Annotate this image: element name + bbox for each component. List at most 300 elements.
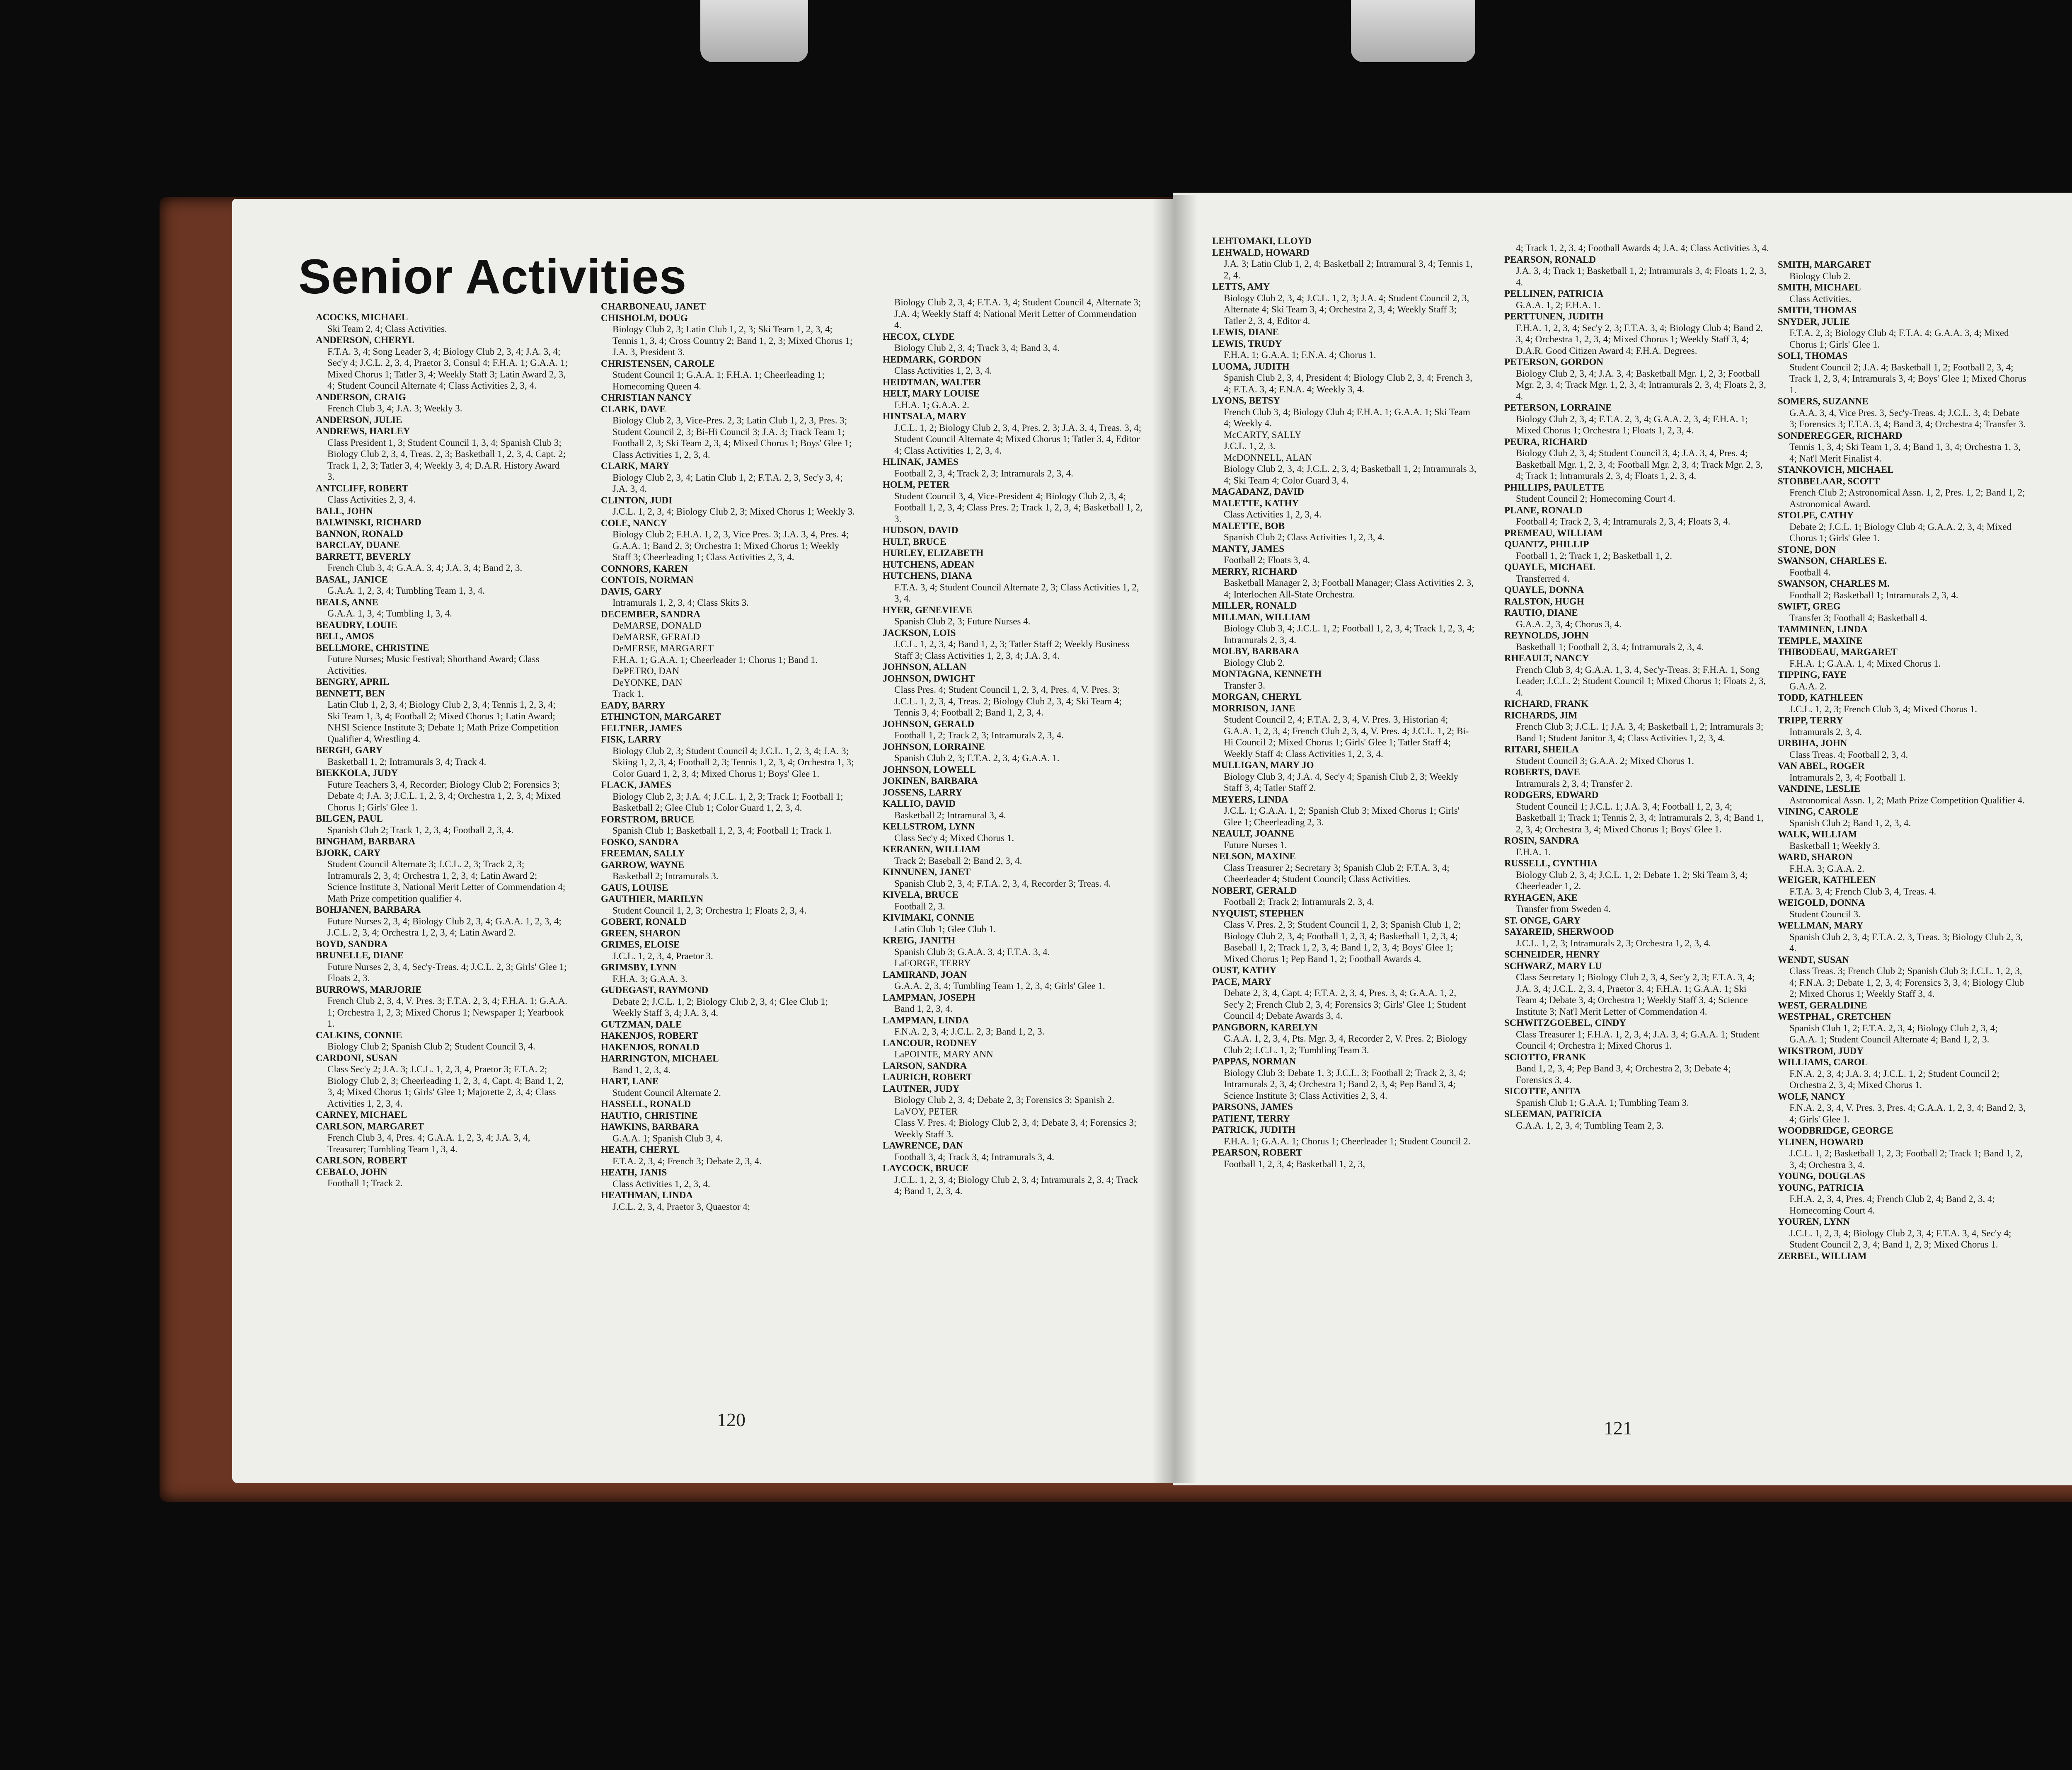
activity-line: WEST, GERALDINE (1778, 1000, 1867, 1011)
activity-line: Spanish Club 2, 3; F.T.A. 2, 3, 4; G.A.A. 1. (894, 753, 1060, 763)
activity-line: G.A.A. 2, 3, 4; Tumbling Team 1, 2, 3, 4; Girls' Glee 1. (894, 981, 1105, 991)
activity-line: Student Council 1, 2, 3; Orchestra 1; Floats 2, 3, 4. (612, 905, 807, 916)
activity-line: Spanish Club 2, 3, 4; F.T.A. 2, 3, 4, Recorder 3; Treas. 4. (894, 878, 1111, 889)
activity-line: Class V. Pres. 4; Biology Club 2, 3, 4; Debate 3, 4; Forensics 3; Weekly Staff 3. (894, 1117, 1137, 1139)
activity-line: JOHNSON, GERALD (883, 718, 975, 729)
activity-line: Football 1, 2; Track 2, 3; Intramurals 2, 3, 4. (894, 730, 1064, 740)
activity-line: MORRISON, JANE (1212, 703, 1295, 713)
activity-line: J.C.L. 1, 2, 3. (1224, 441, 1276, 451)
activity-line: Transferred 4. (1516, 573, 1570, 584)
activity-line: HEATH, JANIS (601, 1167, 667, 1178)
activity-line: Spanish Club 2, 3; Future Nurses 4. (894, 616, 1031, 626)
activity-line: G.A.A. 1, 2, 3, 4; Tumbling Team 1, 3, 4. (327, 585, 485, 596)
book-gutter (1152, 195, 1198, 1483)
activity-line: HAWKINS, BARBARA (601, 1122, 699, 1132)
activity-line: ETHINGTON, MARGARET (601, 711, 721, 722)
activity-line: Biology Club 3, 4; J.A. 4, Sec'y 4; Spanish Club 2, 3; Weekly Staff 3, 4; Tatler Staff 2. (1224, 771, 1459, 793)
activity-line: SWANSON, CHARLES E. (1778, 556, 1887, 566)
activity-line: BARRETT, BEVERLY (316, 551, 411, 562)
activity-line: CONTOIS, NORMAN (601, 575, 694, 585)
activity-line: CLARK, DAVE (601, 404, 666, 414)
activity-line: French Club 2; Astronomical Assn. 1, 2, Pres. 1, 2; Band 1, 2; Astronomical Award. (1789, 487, 2025, 509)
activity-line: Student Council 3, 4, Vice-President 4; Biology Club 2, 3, 4; Football 1, 2, 3, 4; Class Pres. 2; Track 1, 2, 3, 4; Basketball 1, 2, 3. (894, 491, 1143, 524)
activity-line: Student Council 2; Homecoming Court 4. (1516, 493, 1675, 504)
column-right-2 (1504, 242, 1769, 1131)
activity-line: GAUTHIER, MARILYN (601, 894, 704, 904)
activity-line: 4; Track 1, 2, 3, 4; Football Awards 4; J.A. 4; Class Activities 3, 4. (1516, 243, 1769, 253)
activity-line: Class Activities 1, 2, 3, 4. (1224, 509, 1322, 520)
activity-line: Class Treasurer 1; F.H.A. 1, 2, 3, 4; J.A. 3, 4; G.A.A. 1; Student Council 4; Orchestra 1; Mixed Chorus 1. (1516, 1029, 1760, 1051)
activity-line: DePETRO, DAN (612, 666, 679, 676)
activity-line: Spanish Club 2; Class Activities 1, 2, 3, 4. (1224, 532, 1385, 542)
activity-line: Football 1, 2; Track 1, 2; Basketball 1, 2. (1516, 550, 1672, 561)
activity-line: F.T.A. 2, 3; Biology Club 4; F.T.A. 4; G.A.A. 3, 4; Mixed Chorus 1; Girls' Glee 1. (1789, 328, 2009, 350)
activity-line: LARSON, SANDRA (883, 1060, 967, 1071)
activity-line: LEWIS, TRUDY (1212, 338, 1282, 349)
activity-line: HULT, BRUCE (883, 536, 946, 547)
activity-line: HEATH, CHERYL (601, 1144, 680, 1155)
activity-line: ROBERTS, DAVE (1504, 767, 1580, 777)
activity-line: HUTCHENS, ADEAN (883, 559, 975, 570)
activity-line: Biology Club 2, 3, Vice-Pres. 2, 3; Latin Club 1, 2, 3, Pres. 3; Student Council 2, 3; Bi-Hi Council 3; J.A. 3; Track Team 1; Football 2, 3; Ski Team 2, 3, 4; Mixed Chorus 1; Boys' Glee 1; Class Activities 1, 2, 3, 4. (612, 415, 852, 460)
activity-line: PETERSON, GORDON (1504, 357, 1603, 367)
activity-line: DeMERSE, MARGARET (612, 643, 714, 653)
activity-line: JOHNSON, LORRAINE (883, 741, 985, 752)
activity-line: HART, LANE (601, 1076, 659, 1086)
activity-line: YOUREN, LYNN (1778, 1216, 1850, 1227)
activity-line: CALKINS, CONNIE (316, 1030, 402, 1040)
activity-line: BERGH, GARY (316, 745, 383, 755)
activity-line: FLACK, JAMES (601, 780, 671, 790)
activity-line: Biology Club 2, 3, 4; Student Council 3, 4; J.A. 3, 4, Pres. 4; Basketball Mgr. 1, 2, 3, 4; Football Mgr. 2, 3, 4; Track Mgr. 2, 3, 4; Track 1; Intramurals 2, 3, 4; Floats 1, 2, 3, 4. (1516, 448, 1763, 481)
activity-line: LaFORGE, TERRY (894, 958, 971, 968)
activity-line: Biology Club 2, 3, 4; Debate 2, 3; Forensics 3; Spanish 2. (894, 1095, 1114, 1105)
activity-line: DECEMBER, SANDRA (601, 609, 701, 619)
activity-line: MALETTE, KATHY (1212, 498, 1299, 508)
activity-line: HARRINGTON, MICHAEL (601, 1053, 719, 1064)
activity-line: G.A.A. 1; Spanish Club 3, 4. (612, 1133, 723, 1144)
activity-line: Biology Club 2, 3; J.A. 4; J.C.L. 1, 2, 3; Track 1; Football 1; Basketball 2; Glee Club 1; Color Guard 1, 2, 3, 4. (612, 791, 843, 813)
activity-line: GUTZMAN, DALE (601, 1019, 682, 1030)
column-right-1 (1212, 235, 1477, 1170)
activity-line: J.C.L. 1, 2, 3, 4; Biology Club 2, 3, 4; Intramurals 2, 3, 4; Track 4; Band 1, 2, 3, 4. (894, 1174, 1138, 1196)
activity-line: Class Activities 1, 2, 3, 4. (894, 365, 992, 376)
activity-line: Football 1, 2, 3, 4; Basketball 1, 2, 3, (1224, 1158, 1365, 1169)
activity-line: BIEKKOLA, JUDY (316, 768, 398, 778)
activity-line: DeYONKE, DAN (612, 677, 683, 688)
activity-line: LaPOINTE, MARY ANN (894, 1049, 993, 1059)
activity-line: Biology Club 2; Spanish Club 2; Student Council 3, 4. (327, 1041, 535, 1052)
activity-line: COLE, NANCY (601, 517, 667, 528)
activity-line: F.N.A. 2, 3, 4, V. Pres. 3, Pres. 4; G.A.A. 1, 2, 3, 4; Band 2, 3, 4; Girls' Glee 1. (1789, 1103, 2026, 1124)
activity-line: PEARSON, ROBERT (1212, 1147, 1302, 1158)
activity-line: JACKSON, LOIS (883, 627, 956, 638)
activity-line: Latin Club 1; Glee Club 1. (894, 924, 996, 934)
activity-line: J.C.L. 2, 3, 4, Praetor 3, Quaestor 4; (612, 1201, 750, 1212)
activity-line: GAUS, LOUISE (601, 882, 668, 893)
activity-line: JOHNSON, ALLAN (883, 662, 966, 672)
activity-line: Class President 1, 3; Student Council 1, 3, 4; Spanish Club 3; Biology Club 2, 3, 4, Treas. 2, 3; Basketball 1, 2, 3, 4, Capt. 2; Track 1, 2, 3; Tatler 3, 4; Weekly 3, 4; D.A.R. History Award 3. (327, 437, 566, 482)
activity-line: G.A.A. 3, 4, Vice Pres. 3, Sec'y-Treas. 4; J.C.L. 3, 4; Debate 3; Forensics 3; F.T.A. 3, 4; Band 3, 4; Orchestra 4; Transfer 3. (1789, 407, 2026, 429)
activity-line: HEDMARK, GORDON (883, 354, 981, 365)
activity-line: BRUNELLE, DIANE (316, 950, 404, 960)
activity-line: CLARK, MARY (601, 461, 670, 471)
activity-line: SOLI, THOMAS (1778, 351, 1848, 361)
activity-line: STOBBELAAR, SCOTT (1778, 476, 1880, 486)
activity-line: HELT, MARY LOUISE (883, 388, 980, 399)
activity-line: Class Activities 2, 3, 4. (327, 494, 416, 505)
activity-line: Biology Club 2, 3, 4; J.C.L. 2, 3, 4; Basketball 1, 2; Intramurals 3, 4; Ski Team 4; Color Guard 3, 4. (1224, 464, 1477, 486)
activity-line: WENDT, SUSAN (1778, 954, 1849, 965)
activity-line: LAYCOCK, BRUCE (883, 1163, 969, 1173)
activity-line: Class Treas. 3; French Club 2; Spanish Club 3; J.C.L. 1, 2, 3, 4; F.N.A. 3; Debate 1, 2, 3, 4; Forensics 3, 3, 4; Biology Club 2; Mixed Chorus 1; Weekly Staff 3, 4. (1789, 966, 2024, 999)
activity-line: GRIMES, ELOISE (601, 939, 680, 950)
activity-line: SWANSON, CHARLES M. (1778, 578, 1890, 589)
activity-line: FISK, LARRY (601, 734, 662, 745)
activity-line: GUDEGAST, RAYMOND (601, 985, 709, 995)
activity-line: ROSIN, SANDRA (1504, 835, 1579, 846)
activity-line: Football 3, 4; Track 3, 4; Intramurals 3, 4. (894, 1151, 1054, 1162)
activity-line: KINNUNEN, JANET (883, 867, 971, 877)
activity-line: SICOTTE, ANITA (1504, 1086, 1581, 1096)
activity-line: Class Treas. 4; Football 2, 3, 4. (1789, 749, 1908, 760)
activity-line: Transfer from Sweden 4. (1516, 904, 1611, 914)
activity-line: WELLMAN, MARY (1778, 920, 1864, 931)
activity-line: Band 1, 2, 3, 4; Pep Band 3, 4; Orchestra 2, 3; Debate 4; Forensics 3, 4. (1516, 1063, 1731, 1085)
activity-line: Class Treasurer 2; Secretary 3; Spanish Club 2; F.T.A. 3, 4; Cheerleader 4; Student Council; Class Activities. (1224, 862, 1450, 884)
activity-line: Biology Club 2. (1224, 657, 1285, 668)
activity-line: Biology Club 2, 3, 4; J.C.L. 1, 2; Debate 1, 2; Ski Team 3, 4; Cheerleader 1, 2. (1516, 869, 1748, 891)
activity-line: RUSSELL, CYNTHIA (1504, 858, 1598, 868)
activity-line: J.C.L. 1, 2, 3, 4; Band 1, 2, 3; Tatler Staff 2; Weekly Business Staff 3; Class Activities 1, 2, 3, 4; J.A. 3, 4. (894, 639, 1130, 661)
activity-line: French Club 3, 4; J.A. 3; Weekly 3. (327, 403, 462, 413)
activity-line: Spanish Club 1, 2; F.T.A. 2, 3, 4; Biology Club 2, 3, 4; G.A.A. 1; Student Council Alternate 4; Band 1, 2, 3. (1789, 1023, 1998, 1045)
activity-line: JOHNSON, LOWELL (883, 764, 976, 775)
activity-line: Football 4; Track 2, 3, 4; Intramurals 2, 3, 4; Floats 3, 4. (1516, 516, 1731, 527)
activity-line: French Club 3, 4; G.A.A. 1, 3, 4, Sec'y-Treas. 3; F.H.A. 1, Song Leader; J.C.L. 2; Student Council 1; Mixed Chorus 1; Floats 2, 3, 4. (1516, 664, 1766, 698)
activity-line: QUAYLE, MICHAEL (1504, 562, 1596, 572)
activity-line: MULLIGAN, MARY JO (1212, 760, 1314, 770)
activity-line: PARSONS, JAMES (1212, 1102, 1293, 1112)
activity-line: Biology Club 2, 3, 4; J.A. 3, 4; Basketball Mgr. 1, 2, 3; Football Mgr. 2, 3, 4; Track Mgr. 1, 2, 3, 4; Intramurals 2, 3, 4; Floats 2, 3, 4. (1516, 368, 1766, 401)
activity-line: SMITH, MICHAEL (1778, 282, 1861, 293)
activity-line: DeMARSE, DONALD (612, 620, 702, 631)
activity-line: LANCOUR, RODNEY (883, 1037, 977, 1048)
activity-line: CARLSON, ROBERT (316, 1155, 407, 1165)
activity-line: J.C.L. 1, 2, 3, 4; Biology Club 2, 3; Mixed Chorus 1; Weekly 3. (612, 506, 855, 517)
light-fixture-right (1351, 0, 1475, 62)
activity-line: KIVELA, BRUCE (883, 890, 959, 900)
activity-line: F.H.A. 1; G.A.A. 1; Chorus 1; Cheerleader 1; Student Council 2. (1224, 1136, 1471, 1146)
activity-line: Student Council 3. (1789, 909, 1861, 919)
activity-line: WESTPHAL, GRETCHEN (1778, 1011, 1891, 1022)
activity-line: Biology Club 2, 3; Latin Club 1, 2, 3; Ski Team 1, 2, 3, 4; Tennis 1, 3, 4; Cross Country 2; Band 1, 2, 3; Mixed Chorus 1; J.A. 3, President 3. (612, 324, 853, 357)
activity-line: F.H.A. 1; G.A.A. 1; Cheerleader 1; Chorus 1; Band 1. (612, 654, 818, 665)
activity-line: HEIDTMAN, WALTER (883, 377, 981, 387)
activity-line: Student Council 2; J.A. 4; Basketball 1, 2; Football 2, 3, 4; Track 1, 2, 3, 4; Intramurals 3, 4; Boys' Glee 1; Mixed Chorus 1. (1789, 362, 2026, 395)
activity-line: Biology Club 2. (1789, 271, 1851, 281)
activity-line: GOBERT, RONALD (601, 916, 687, 927)
activity-line: SCHWARZ, MARY LU (1504, 960, 1602, 971)
activity-line: FELTNER, JAMES (601, 723, 682, 733)
activity-line: KIVIMAKI, CONNIE (883, 912, 975, 923)
activity-line: Class Pres. 4; Student Council 1, 2, 3, 4, Pres. 4, V. Pres. 3; J.C.L. 1, 2, 3, 4, Treas. 2; Biology Club 2, 3, 4; Ski Team 4; Tennis 3, 4; Football 2; Band 1, 2, 3, 4. (894, 684, 1122, 718)
activity-line: Basketball 1; Football 2, 3, 4; Intramurals 2, 3, 4. (1516, 641, 1704, 652)
activity-line: Biology Club 2, 3, 4; J.C.L. 1, 2, 3; J.A. 4; Student Council 2, 3, Alternate 4; Ski Team 3, 4; Orchestra 2, 3, 4; Weekly Staff 3; Tatler 2, 3, 4, Editor 4. (1224, 293, 1469, 326)
activity-line: MILLER, RONALD (1212, 600, 1297, 611)
activity-line: SNYDER, JULIE (1778, 316, 1850, 327)
activity-line: URBIHA, JOHN (1778, 738, 1847, 748)
activity-line: MEYERS, LINDA (1212, 794, 1289, 805)
activity-line: TIPPING, FAYE (1778, 670, 1847, 680)
activity-line: Football 2, 3. (894, 901, 945, 912)
activity-line: LAURICH, ROBERT (883, 1072, 973, 1082)
activity-line: WEIGOLD, DONNA (1778, 897, 1865, 908)
activity-line: Basketball 2; Intramurals 3. (612, 871, 719, 881)
activity-line: Debate 2; J.C.L. 1; Biology Club 4; G.A.A. 2, 3, 4; Mixed Chorus 1; Girls' Glee 1. (1789, 521, 2012, 543)
activity-line: CARLSON, MARGARET (316, 1121, 424, 1132)
activity-line: LaVOY, PETER (894, 1106, 958, 1117)
activity-line: HYER, GENEVIEVE (883, 605, 972, 615)
activity-line: PATIENT, TERRY (1212, 1113, 1290, 1124)
activity-line: KELLSTROM, LYNN (883, 821, 975, 832)
activity-line: Transfer 3; Football 4; Basketball 4. (1789, 612, 1927, 623)
activity-line: GREEN, SHARON (601, 928, 680, 938)
activity-line: YLINEN, HOWARD (1778, 1136, 1864, 1147)
activity-line: G.A.A. 2, 3, 4; Chorus 3, 4. (1516, 619, 1622, 629)
activity-line: SCHNEIDER, HENRY (1504, 949, 1600, 960)
activity-line: RYHAGEN, AKE (1504, 892, 1578, 903)
activity-line: FORSTROM, BRUCE (601, 814, 694, 825)
activity-line: Biology Club 2, 3, 4; Track 3, 4; Band 3, 4. (894, 343, 1060, 353)
column-left-2 (601, 301, 858, 1212)
activity-line: F.H.A. 1. (1516, 846, 1551, 857)
activity-line: Football 1; Track 2. (327, 1178, 403, 1188)
activity-line: BASAL, JANICE (316, 574, 388, 585)
activity-line: Basketball 2; Intramural 3, 4. (894, 810, 1006, 820)
activity-line: BEALS, ANNE (316, 597, 378, 607)
activity-line: MORGAN, CHERYL (1212, 692, 1302, 702)
activity-line: HOLM, PETER (883, 479, 950, 490)
activity-line: NOBERT, GERALD (1212, 885, 1297, 896)
activity-line: CEBALO, JOHN (316, 1166, 387, 1177)
activity-line: F.H.A. 1; G.A.A. 1, 4; Mixed Chorus 1. (1789, 658, 1941, 669)
activity-line: SONDEREGGER, RICHARD (1778, 430, 1903, 441)
activity-line: ANDERSON, CHERYL (316, 335, 415, 345)
activity-line: Biology Club 2, 3, 4; Latin Club 1, 2; F.T.A. 2, 3, Sec'y 3, 4; J.A. 3, 4. (612, 472, 843, 494)
activity-line: McCARTY, SALLY (1224, 429, 1302, 440)
activity-line: BILGEN, PAUL (316, 813, 383, 824)
activity-line: EADY, BARRY (601, 700, 666, 711)
activity-line: PEARSON, RONALD (1504, 254, 1596, 265)
activity-line: PACE, MARY (1212, 976, 1272, 987)
activity-line: HINTSALA, MARY (883, 411, 967, 421)
activity-line: HEATHMAN, LINDA (601, 1190, 693, 1200)
activity-line: French Club 3, 4; G.A.A. 3, 4; J.A. 3, 4; Band 2, 3. (327, 563, 523, 573)
activity-line: BELL, AMOS (316, 631, 374, 641)
activity-line: MERRY, RICHARD (1212, 566, 1297, 577)
activity-line: Football 2, 3, 4; Track 2, 3; Intramurals 2, 3, 4. (894, 468, 1073, 479)
activity-line: HUTCHENS, DIANA (883, 571, 972, 581)
activity-line: PAPPAS, NORMAN (1212, 1056, 1296, 1066)
activity-line: REYNOLDS, JOHN (1504, 630, 1589, 641)
activity-line: LEHTOMAKI, LLOYD (1212, 236, 1312, 246)
activity-line: McDONNELL, ALAN (1224, 452, 1312, 463)
activity-line: LYONS, BETSY (1212, 395, 1280, 406)
activity-line: FOSKO, SANDRA (601, 837, 679, 847)
activity-line: F.H.A. 1, 2, 3, 4; Sec'y 2, 3; F.T.A. 3, 4; Biology Club 4; Band 2, 3, 4; Orchestra 1, 2, 3, 4; Mixed Chorus 1; Weekly Staff 3, 4; D.A.R. Good Citizen Award 4; F.H.A. Degrees. (1516, 322, 1763, 356)
activity-line: BALL, JOHN (316, 505, 373, 516)
page-number-right: 121 (1604, 1417, 1632, 1439)
activity-line: GARROW, WAYNE (601, 859, 685, 870)
activity-line: Future Nurses 2, 3, 4; Biology Club 2, 3, 4; G.A.A. 1, 2, 3, 4; J.C.L. 2, 3, 4; Orchestra 1, 2, 3, 4; Latin Award 2. (327, 916, 562, 938)
activity-line: ANDERSON, JULIE (316, 414, 402, 425)
activity-line: BENNETT, BEN (316, 688, 385, 699)
activity-line: BJORK, CARY (316, 847, 381, 858)
activity-line: G.A.A. 1, 2, 3, 4, Pts. Mgr. 3, 4, Recorder 2, V. Pres. 2; Biology Club 2; J.C.L. 1, 2; Tumbling Team 3. (1224, 1033, 1467, 1055)
activity-line: QUAYLE, DONNA (1504, 585, 1584, 595)
activity-line: MILLMAN, WILLIAM (1212, 612, 1311, 622)
activity-line: French Club 3, 4, Pres. 4; G.A.A. 1, 2, 3, 4; J.A. 3, 4, Treasurer; Tumbling Team 1, 3, 4. (327, 1132, 530, 1154)
activity-line: Debate 2, 3, 4, Capt. 4; F.T.A. 2, 3, 4, Pres. 3, 4; G.A.A. 1, 2, Sec'y 2; French Club 2, 3, 4; Forensics 3; Girls' Glee 1; Student Council 4; Debate Awards 3, 4. (1224, 988, 1466, 1021)
activity-line: VINING, CAROLE (1778, 806, 1859, 817)
activity-line: HLINAK, JAMES (883, 457, 959, 467)
activity-line: Class Activities. (1789, 293, 1852, 304)
activity-line: G.A.A. 2. (1789, 681, 1827, 692)
activity-line: Football 2; Track 2; Intramurals 2, 3, 4. (1224, 897, 1374, 907)
activity-line: SLEEMAN, PATRICIA (1504, 1109, 1602, 1119)
activity-line: HURLEY, ELIZABETH (883, 548, 984, 558)
activity-line: Future Nurses 2, 3, 4, Sec'y-Treas. 4; J.C.L. 2, 3; Girls' Glee 1; Floats 2, 3. (327, 961, 567, 983)
activity-line: Latin Club 1, 2, 3, 4; Biology Club 2, 3, 4; Tennis 1, 2, 3, 4; Ski Team 1, 3, 4; Football 2; Mixed Chorus 1; Latin Award; NHSI Science Institute 3; Debate 1; Math Prize Competition Qualifier 4, Wrestling 4. (327, 699, 559, 744)
activity-line: MOLBY, BARBARA (1212, 646, 1300, 656)
activity-line: SMITH, THOMAS (1778, 305, 1857, 315)
activity-line: CLINTON, JUDI (601, 495, 673, 505)
activity-line: Future Nurses 1. (1224, 839, 1287, 850)
activity-line: F.H.A. 3; G.A.A. 2. (1789, 863, 1864, 874)
activity-line: LAMPMAN, JOSEPH (883, 992, 975, 1003)
activity-line: Biology Club 3, 4; J.C.L. 1, 2; Football 1, 2, 3, 4; Track 1, 2, 3, 4; Intramurals 2, 3, 4. (1224, 623, 1475, 645)
activity-line: CARDONI, SUSAN (316, 1052, 397, 1063)
activity-line: Spanish Club 1; G.A.A. 1; Tumbling Team 3. (1516, 1097, 1689, 1108)
activity-line: LAMIRAND, JOAN (883, 969, 967, 980)
activity-line: STONE, DON (1778, 544, 1836, 555)
activity-line: Future Nurses; Music Festival; Shorthand Award; Class Activities. (327, 654, 540, 676)
activity-line: F.N.A. 2, 3, 4; J.A. 3, 4; J.C.L. 1, 2; Student Council 2; Orchestra 2, 3, 4; Mixed Chorus 1. (1789, 1068, 1999, 1090)
column-right-3 (1778, 259, 2026, 1262)
activity-line: CHISHOLM, DOUG (601, 312, 688, 323)
activity-line: ST. ONGE, GARY (1504, 915, 1581, 926)
activity-line: BANNON, RONALD (316, 528, 403, 539)
activity-line: JOKINEN, BARBARA (883, 776, 978, 786)
activity-line: HAKENJOS, RONALD (601, 1042, 700, 1052)
activity-line: KALLIO, DAVID (883, 798, 956, 809)
activity-line: Class V. Pres. 2, 3; Student Council 1, 2, 3; Spanish Club 1, 2; Biology Club 2, 3, 4; Football 1, 2, 3, 4; Basketball 1, 2, 3, 4; Baseball 1, 2; Track 1, 2, 3, 4; Band 1, 2, 3, 4; Boys' Glee 1; Mixed Chorus 1; Pep Band 1, 2; Football Awards 4. (1224, 919, 1461, 964)
activity-line: F.T.A. 3, 4; Song Leader 3, 4; Biology Club 2, 3, 4; J.A. 3, 4; Sec'y 4; J.C.L. 2, 3, 4, Praetor 3, Consul 4; F.H.A. 1; G.A.A. 1; Mixed Chorus 1; Tatler 3, 4; Weekly Staff 3; Latin Award 2, 3, 4; Student Council Alternate 4; Class Activities 2, 3, 4. (327, 346, 568, 391)
activity-line: BOYD, SANDRA (316, 938, 388, 949)
activity-line: WILLIAMS, CAROL (1778, 1057, 1868, 1067)
activity-line: J.C.L. 1, 2; Biology Club 2, 3, 4, Pres. 2, 3; J.A. 3, 4, Treas. 3, 4; Student Council Alternate 4; Mixed Chorus 1; Tatler 3, 4, Editor 4; Class Activities 1, 2, 3, 4. (894, 422, 1142, 456)
activity-line: CHARBONEAU, JANET (601, 301, 706, 312)
activity-line: WALK, WILLIAM (1778, 829, 1857, 839)
activity-line: WIKSTROM, JUDY (1778, 1045, 1864, 1056)
activity-line: OUST, KATHY (1212, 965, 1277, 975)
activity-line: PREMEAU, WILLIAM (1504, 527, 1603, 538)
activity-line: TAMMINEN, LINDA (1778, 624, 1868, 634)
activity-line: PELLINEN, PATRICIA (1504, 288, 1604, 299)
activity-line: QUANTZ, PHILLIP (1504, 539, 1589, 549)
activity-line: Spanish Club 3; G.A.A. 3, 4; F.T.A. 3, 4. (894, 946, 1050, 957)
activity-line: HAUTIO, CHRISTINE (601, 1110, 698, 1121)
activity-line: BENGRY, APRIL (316, 677, 390, 687)
activity-line: Track 1. (612, 689, 644, 699)
activity-line: PATRICK, JUDITH (1212, 1124, 1296, 1135)
activity-line: LEHWALD, HOWARD (1212, 247, 1310, 258)
activity-line: Band 1, 2, 3, 4. (612, 1064, 671, 1075)
activity-line: BEAUDRY, LOUIE (316, 619, 397, 630)
activity-line: Class Activities 1, 2, 3, 4. (612, 1178, 710, 1189)
activity-line: HUDSON, DAVID (883, 525, 959, 535)
activity-line: BALWINSKI, RICHARD (316, 517, 421, 527)
activity-line: LEWIS, DIANE (1212, 327, 1279, 337)
activity-line: SOMERS, SUZANNE (1778, 396, 1869, 406)
activity-line: F.T.A. 2, 3, 4; French 3; Debate 2, 3, 4. (612, 1156, 762, 1166)
activity-line: CONNORS, KAREN (601, 563, 688, 574)
activity-line: Biology Club 3; Debate 1, 3; J.C.L. 3; Football 2; Track 2, 3, 4; Intramurals 2, 3, 4; Orchestra 1; Band 2, 3, 4; Pep Band 3, 4; Science Institute 3; Class Activities 2, 3, 4. (1224, 1067, 1466, 1101)
activity-line: YOUNG, PATRICIA (1778, 1182, 1864, 1193)
activity-line: TEMPLE, MAXINE (1778, 635, 1863, 646)
activity-line: Student Council 1; G.A.A. 1; F.H.A. 1; Cheerleading 1; Homecoming Queen 4. (612, 370, 825, 392)
activity-line: SAYAREID, SHERWOOD (1504, 926, 1614, 937)
activity-line: Basketball Manager 2, 3; Football Manager; Class Activities 2, 3, 4; Interlochen All-State Orchestra. (1224, 578, 1474, 600)
activity-line: G.A.A. 1, 2, 3, 4; Tumbling Team 2, 3. (1516, 1120, 1664, 1131)
activity-line: Student Council 1; J.C.L. 1; J.A. 3, 4; Football 1, 2, 3, 4; Basketball 1; Track 1; Tennis 2, 3, 4; Intramurals 2, 3, 4; Band 1, 2, 3, 4; Orchestra 3, 4; Mixed Chorus 1; Boys' Glee 1. (1516, 801, 1764, 834)
activity-line: HASSELL, RONALD (601, 1099, 691, 1109)
activity-line: FREEMAN, SALLY (601, 848, 685, 858)
activity-line: MONTAGNA, KENNETH (1212, 669, 1322, 679)
activity-line: TODD, KATHLEEN (1778, 692, 1864, 703)
activity-line: Student Council Alternate 2. (612, 1087, 721, 1098)
activity-line: PERTTUNEN, JUDITH (1504, 311, 1604, 322)
activity-line: LAUTNER, JUDY (883, 1083, 960, 1094)
activity-line: WEIGER, KATHLEEN (1778, 875, 1876, 885)
activity-line: BARCLAY, DUANE (316, 540, 400, 550)
activity-line: Intramurals 2, 3, 4. (1789, 726, 1862, 737)
activity-line: F.H.A. 1; G.A.A. 2. (894, 399, 969, 410)
activity-line: French Club 2, 3, 4, V. Pres. 3; F.T.A. 2, 3, 4; F.H.A. 1; G.A.A. 1; Orchestra 1, 2, 3; Mixed Chorus 1; Newspaper 1; Yearbook 1. (327, 996, 568, 1029)
activity-line: MANTY, JAMES (1212, 543, 1285, 554)
activity-line: PANGBORN, KARELYN (1212, 1022, 1318, 1032)
activity-line: Student Council Alternate 3; J.C.L. 2, 3; Track 2, 3; Intramurals 2, 3, 4; Orchestra 1, 2, 3, 4; Latin Award 2; Science Institute 3, National Merit Letter of Commendation 4; Math Prize competition qualifier 4. (327, 859, 566, 904)
activity-line: CARNEY, MICHAEL (316, 1110, 407, 1120)
activity-line: KERANEN, WILLIAM (883, 844, 980, 854)
activity-line: PETERSON, LORRAINE (1504, 402, 1612, 413)
activity-line: J.C.L. 1; G.A.A. 1, 2; Spanish Club 3; Mixed Chorus 1; Girls' Glee 1; Cheerleading 2, 3. (1224, 805, 1460, 827)
activity-line: NELSON, MAXINE (1212, 851, 1296, 861)
activity-line: ACOCKS, MICHAEL (316, 312, 408, 322)
activity-line: RICHARDS, JIM (1504, 710, 1578, 721)
activity-line: LAWRENCE, DAN (883, 1140, 963, 1151)
activity-line: THIBODEAU, MARGARET (1778, 647, 1898, 657)
activity-line: Band 1, 2, 3, 4. (894, 1003, 953, 1014)
activity-line: BOHJANEN, BARBARA (316, 904, 421, 915)
activity-line: F.H.A. 1; G.A.A. 1; F.N.A. 4; Chorus 1. (1224, 350, 1376, 360)
activity-line: PHILLIPS, PAULETTE (1504, 482, 1605, 493)
activity-line: J.C.L. 1, 2, 3; French Club 3, 4; Mixed Chorus 1. (1789, 704, 1977, 714)
activity-line: RALSTON, HUGH (1504, 596, 1584, 607)
activity-line: F.N.A. 2, 3, 4; J.C.L. 2, 3; Band 1, 2, 3. (894, 1026, 1045, 1037)
activity-line: ANDREWS, HARLEY (316, 426, 410, 436)
